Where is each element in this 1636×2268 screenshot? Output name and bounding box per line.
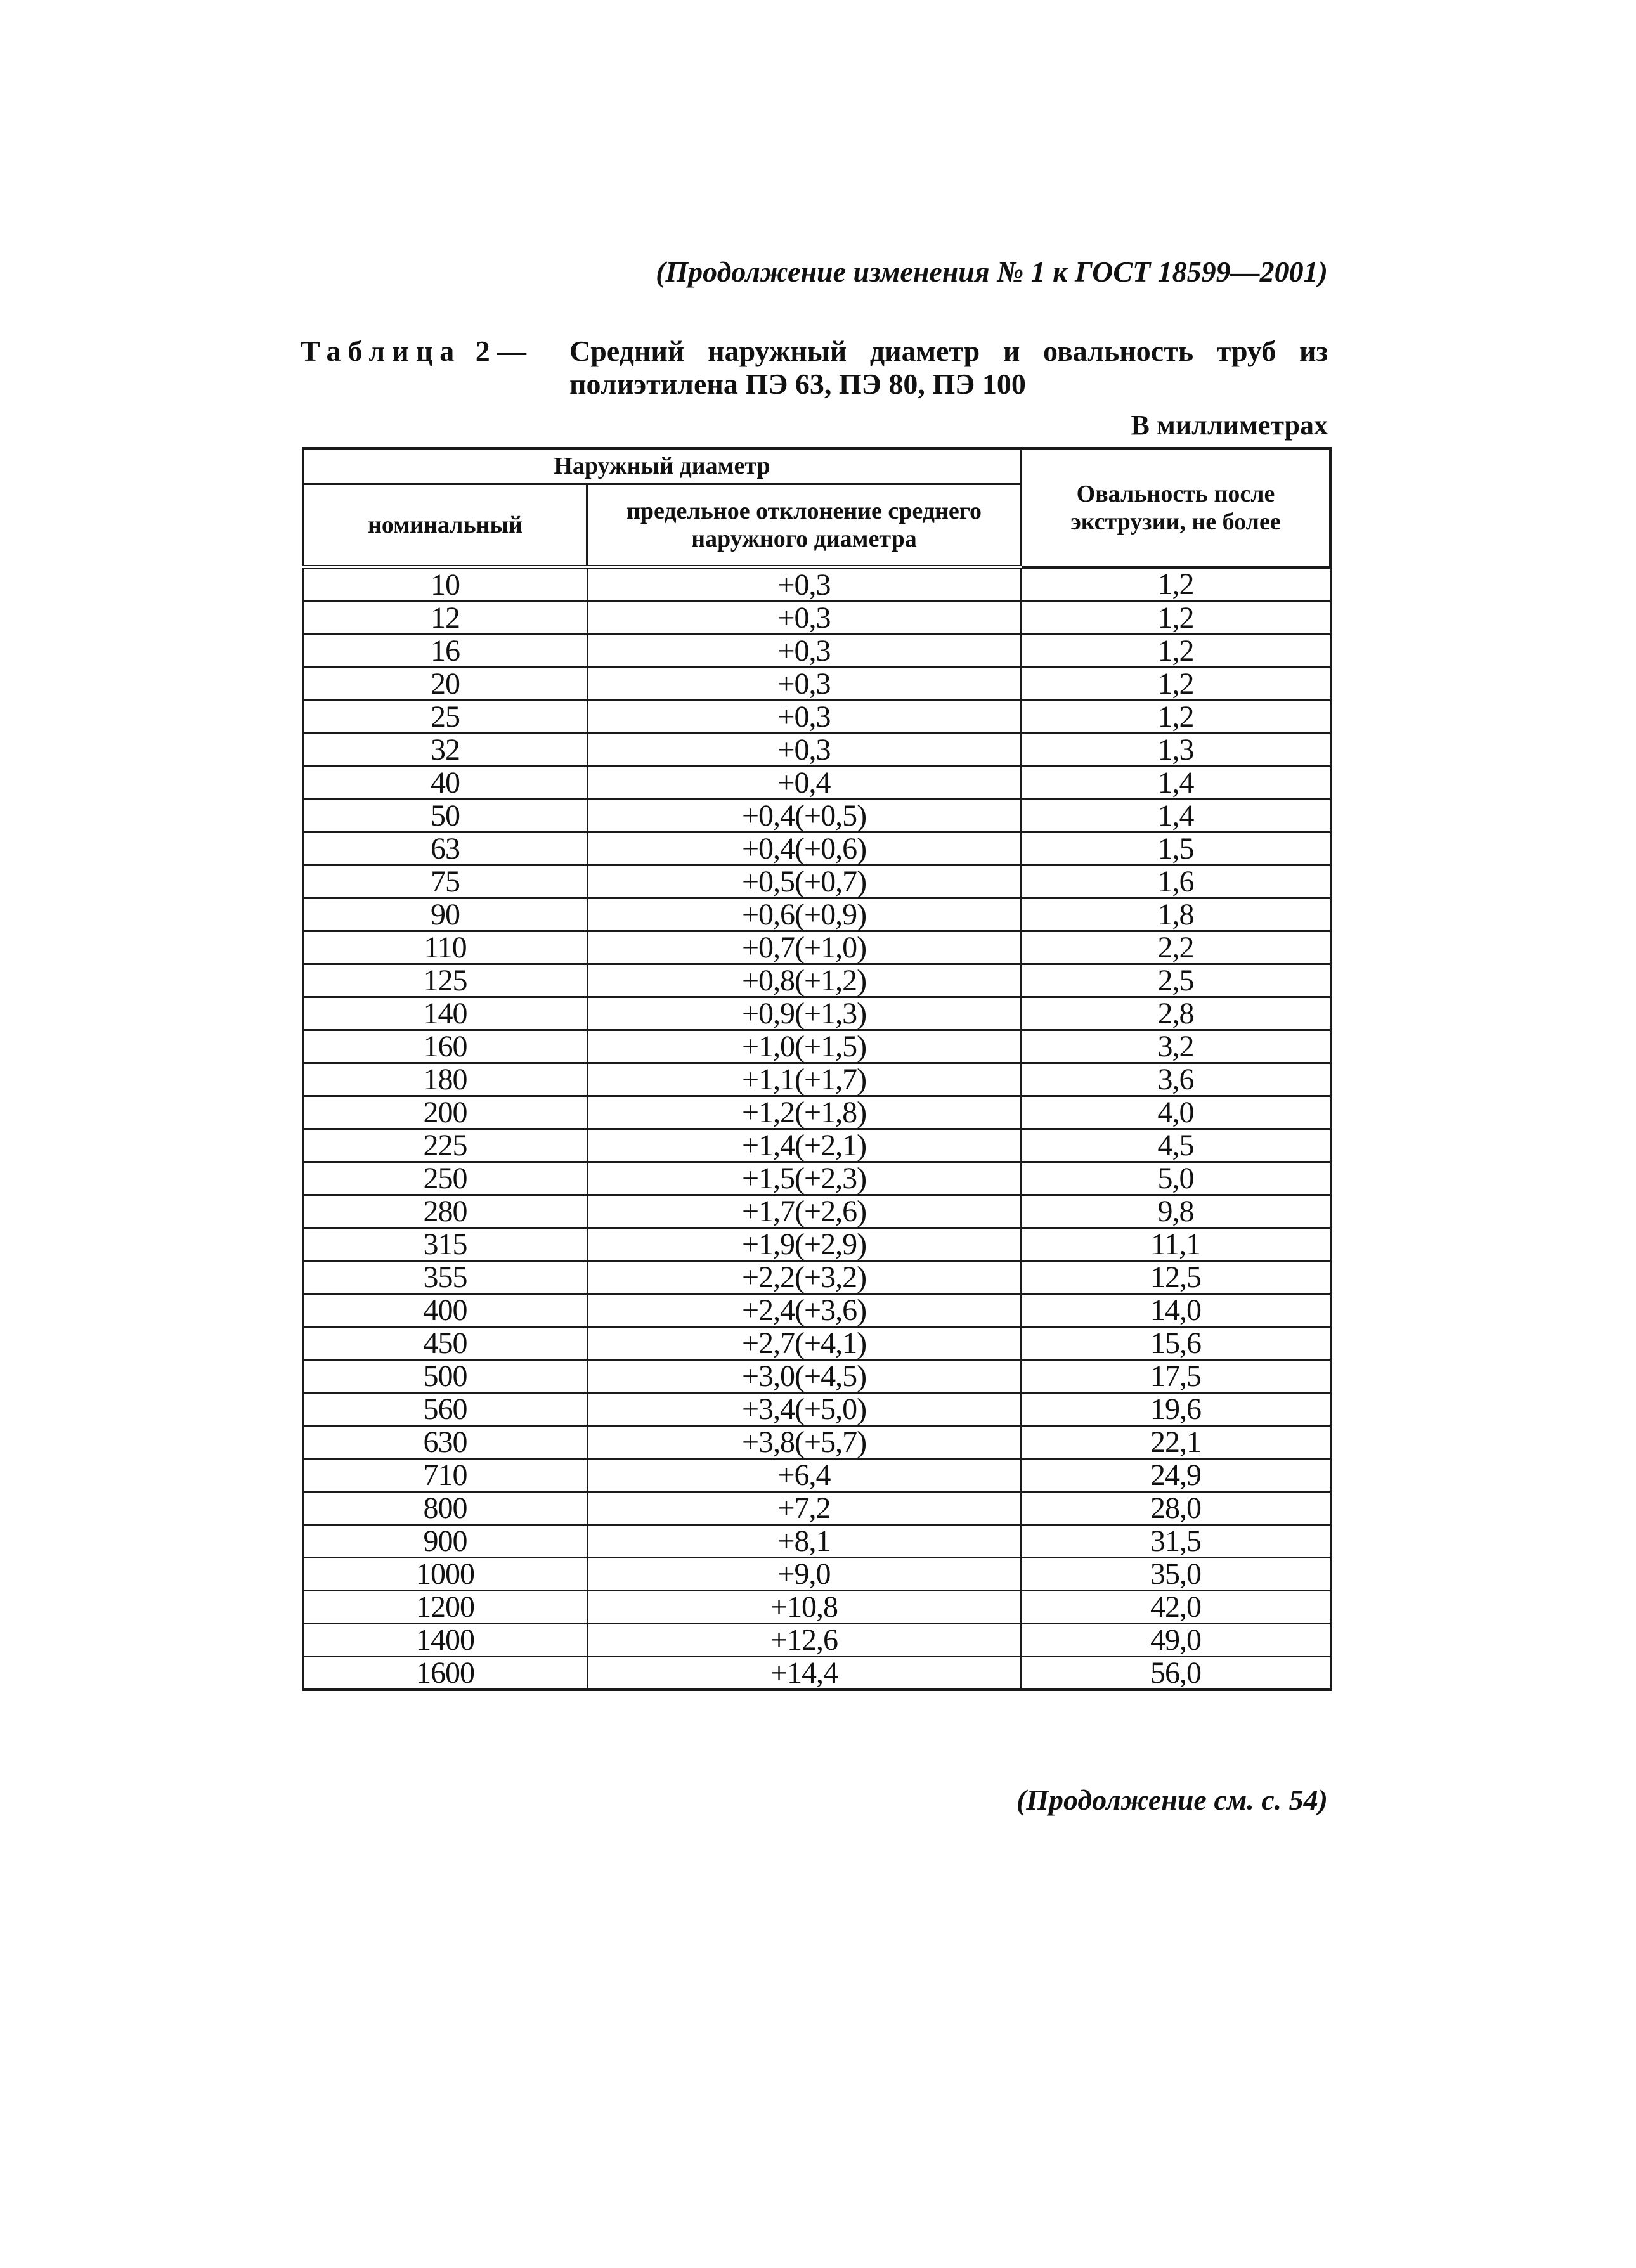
ovality-cell: 19,6 [1021, 1393, 1330, 1426]
table-row [303, 997, 1330, 1030]
ovality-cell: 11,1 [1021, 1228, 1330, 1261]
deviation-cell: +0,3 [587, 567, 1021, 602]
table-row [303, 931, 1330, 964]
ovality-cell: 1,4 [1021, 800, 1330, 833]
ovality-cell: 17,5 [1021, 1360, 1330, 1393]
deviation-cell: +2,2(+3,2) [587, 1261, 1021, 1294]
ovality-cell: 42,0 [1021, 1591, 1330, 1624]
nominal-cell: 1400 [303, 1624, 587, 1657]
ovality-cell: 2,8 [1021, 997, 1330, 1030]
ovality-cell: 1,3 [1021, 734, 1330, 767]
table-row [303, 1162, 1330, 1195]
ovality-cell: 49,0 [1021, 1624, 1330, 1657]
ovality-cell: 2,2 [1021, 931, 1330, 964]
deviation-cell: +10,8 [587, 1591, 1021, 1624]
nominal-cell: 110 [303, 931, 587, 964]
deviation-cell: +1,2(+1,8) [587, 1096, 1021, 1129]
deviation-cell: +0,7(+1,0) [587, 931, 1021, 964]
deviation-cell: +14,4 [587, 1657, 1021, 1690]
nominal-cell: 20 [303, 668, 587, 701]
table-row [303, 1195, 1330, 1228]
deviation-cell: +0,3 [587, 734, 1021, 767]
table-row [303, 1426, 1330, 1459]
table-row [303, 701, 1330, 734]
deviation-cell: +3,0(+4,5) [587, 1360, 1021, 1393]
ovality-cell: 4,0 [1021, 1096, 1330, 1129]
nominal-cell: 180 [303, 1063, 587, 1096]
table-row [303, 1657, 1330, 1690]
ovality-cell: 1,2 [1021, 701, 1330, 734]
ovality-cell: 4,5 [1021, 1129, 1330, 1162]
table-row [303, 1558, 1330, 1591]
table-row [303, 1294, 1330, 1327]
deviation-cell: +0,5(+0,7) [587, 865, 1021, 898]
deviation-cell: +1,0(+1,5) [587, 1030, 1021, 1063]
ovality-cell: 2,5 [1021, 964, 1330, 997]
nominal-cell: 90 [303, 898, 587, 931]
table-row [303, 1492, 1330, 1525]
deviation-cell: +2,7(+4,1) [587, 1327, 1021, 1360]
table-row [303, 1228, 1330, 1261]
ovality-cell: 1,5 [1021, 833, 1330, 865]
ovality-cell: 1,8 [1021, 898, 1330, 931]
table-row [303, 800, 1330, 833]
table-row [303, 898, 1330, 931]
nominal-cell: 40 [303, 767, 587, 800]
table-row [303, 1360, 1330, 1393]
nominal-cell: 450 [303, 1327, 587, 1360]
nominal-cell: 560 [303, 1393, 587, 1426]
nominal-cell: 800 [303, 1492, 587, 1525]
diameter-ovality-table [302, 447, 1332, 1691]
deviation-cell: +6,4 [587, 1459, 1021, 1492]
nominal-cell: 125 [303, 964, 587, 997]
deviation-cell: +1,5(+2,3) [587, 1162, 1021, 1195]
nominal-cell: 1000 [303, 1558, 587, 1591]
table-row [303, 1129, 1330, 1162]
deviation-cell: +0,3 [587, 701, 1021, 734]
ovality-cell: 9,8 [1021, 1195, 1330, 1228]
table-row [303, 1063, 1330, 1096]
header-outer-diameter: Наружный диаметр [303, 448, 1021, 484]
nominal-cell: 1600 [303, 1657, 587, 1690]
nominal-cell: 280 [303, 1195, 587, 1228]
ovality-cell: 31,5 [1021, 1525, 1330, 1558]
table-title: Средний наружный диаметр и овальность труб из полиэтилена ПЭ 63, ПЭ 80, ПЭ 100 [569, 335, 1328, 400]
nominal-cell: 315 [303, 1228, 587, 1261]
nominal-cell: 75 [303, 865, 587, 898]
ovality-cell: 28,0 [1021, 1492, 1330, 1525]
ovality-cell: 5,0 [1021, 1162, 1330, 1195]
nominal-cell: 10 [303, 567, 587, 602]
table-row [303, 1459, 1330, 1492]
ovality-cell: 3,2 [1021, 1030, 1330, 1063]
caption-dash: — [497, 335, 526, 367]
table-row [303, 767, 1330, 800]
deviation-cell: +1,4(+2,1) [587, 1129, 1021, 1162]
deviation-cell: +0,4(+0,5) [587, 800, 1021, 833]
deviation-cell: +3,8(+5,7) [587, 1426, 1021, 1459]
deviation-cell: +1,1(+1,7) [587, 1063, 1021, 1096]
table-row [303, 1327, 1330, 1360]
nominal-cell: 25 [303, 701, 587, 734]
nominal-cell: 50 [303, 800, 587, 833]
table-row [303, 734, 1330, 767]
deviation-cell: +0,3 [587, 602, 1021, 635]
deviation-cell: +0,9(+1,3) [587, 997, 1021, 1030]
table-header [303, 448, 1330, 567]
ovality-cell: 56,0 [1021, 1657, 1330, 1690]
nominal-cell: 200 [303, 1096, 587, 1129]
ovality-cell: 35,0 [1021, 1558, 1330, 1591]
ovality-cell: 1,2 [1021, 602, 1330, 635]
units-label: В миллиметрах [1131, 410, 1328, 441]
deviation-cell: +8,1 [587, 1525, 1021, 1558]
table-row [303, 1393, 1330, 1426]
ovality-cell: 1,4 [1021, 767, 1330, 800]
table-row [303, 567, 1330, 602]
table-row [303, 865, 1330, 898]
deviation-cell: +0,3 [587, 635, 1021, 668]
nominal-cell: 63 [303, 833, 587, 865]
table-row [303, 1030, 1330, 1063]
table-row [303, 602, 1330, 635]
table-row [303, 668, 1330, 701]
nominal-cell: 630 [303, 1426, 587, 1459]
nominal-cell: 355 [303, 1261, 587, 1294]
deviation-cell: +1,9(+2,9) [587, 1228, 1021, 1261]
nominal-cell: 400 [303, 1294, 587, 1327]
ovality-cell: 1,2 [1021, 668, 1330, 701]
table-row [303, 1096, 1330, 1129]
ovality-cell: 14,0 [1021, 1294, 1330, 1327]
nominal-cell: 32 [303, 734, 587, 767]
table-row [303, 635, 1330, 668]
nominal-cell: 710 [303, 1459, 587, 1492]
deviation-cell: +2,4(+3,6) [587, 1294, 1021, 1327]
table-body [303, 567, 1330, 1690]
header-deviation: предельное отклонение среднего наружного диаметра [587, 484, 1021, 567]
deviation-cell: +7,2 [587, 1492, 1021, 1525]
continuation-header: (Продолжение изменения № 1 к ГОСТ 18599—2001) [656, 256, 1328, 288]
nominal-cell: 225 [303, 1129, 587, 1162]
deviation-cell: +1,7(+2,6) [587, 1195, 1021, 1228]
deviation-cell: +9,0 [587, 1558, 1021, 1591]
nominal-cell: 12 [303, 602, 587, 635]
deviation-cell: +12,6 [587, 1624, 1021, 1657]
header-nominal: номинальный [303, 484, 587, 567]
nominal-cell: 160 [303, 1030, 587, 1063]
ovality-cell: 1,2 [1021, 635, 1330, 668]
deviation-cell: +0,4(+0,6) [587, 833, 1021, 865]
table-row [303, 1525, 1330, 1558]
table-row [303, 1261, 1330, 1294]
ovality-cell: 15,6 [1021, 1327, 1330, 1360]
ovality-cell: 1,2 [1021, 567, 1330, 602]
nominal-cell: 140 [303, 997, 587, 1030]
ovality-cell: 12,5 [1021, 1261, 1330, 1294]
deviation-cell: +0,4 [587, 767, 1021, 800]
nominal-cell: 1200 [303, 1591, 587, 1624]
deviation-cell: +0,3 [587, 668, 1021, 701]
ovality-cell: 1,6 [1021, 865, 1330, 898]
deviation-cell: +0,6(+0,9) [587, 898, 1021, 931]
table-row [303, 964, 1330, 997]
nominal-cell: 16 [303, 635, 587, 668]
nominal-cell: 250 [303, 1162, 587, 1195]
deviation-cell: +0,8(+1,2) [587, 964, 1021, 997]
continuation-footer: (Продолжение см. с. 54) [1016, 1784, 1328, 1816]
nominal-cell: 500 [303, 1360, 587, 1393]
table-row [303, 1591, 1330, 1624]
table-row [303, 1624, 1330, 1657]
ovality-cell: 24,9 [1021, 1459, 1330, 1492]
ovality-cell: 3,6 [1021, 1063, 1330, 1096]
table-row [303, 833, 1330, 865]
nominal-cell: 900 [303, 1525, 587, 1558]
table-number: Таблица 2 [301, 335, 497, 367]
deviation-cell: +3,4(+5,0) [587, 1393, 1021, 1426]
ovality-cell: 22,1 [1021, 1426, 1330, 1459]
header-ovality: Овальность после экструзии, не более [1021, 448, 1330, 567]
